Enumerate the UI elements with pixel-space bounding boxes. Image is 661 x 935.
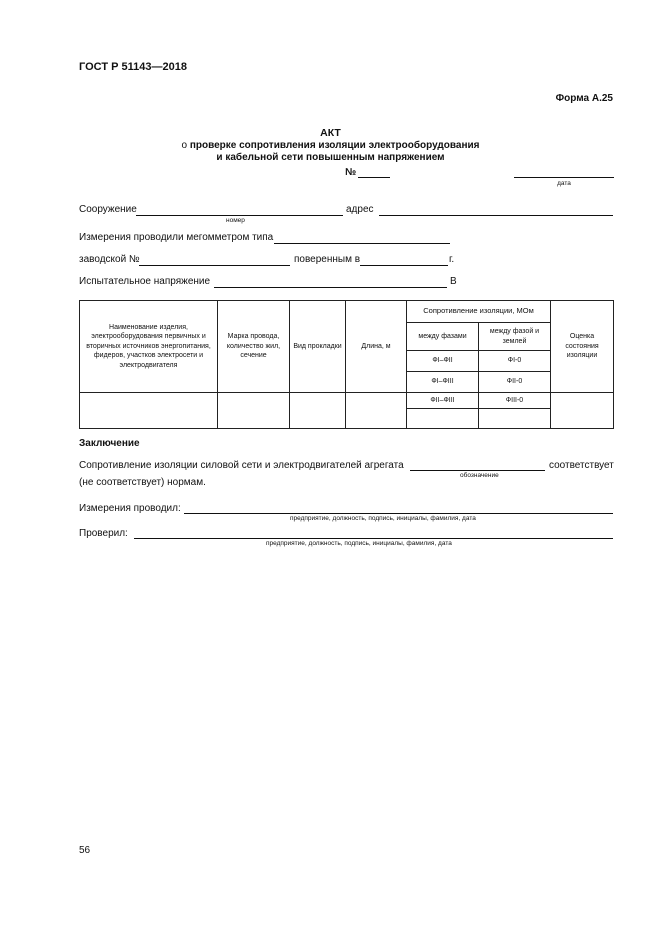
act-number-label: №: [345, 167, 357, 178]
phase-pair-1: ФI–ФII: [407, 351, 479, 372]
number-caption: номер: [226, 217, 245, 224]
conclusion-end: соответствует: [549, 460, 614, 471]
meter-type-field[interactable]: [274, 243, 450, 244]
conclusion-line2: (не соответствует) нормам.: [79, 477, 206, 488]
subtitle-text: проверке сопротивления изоляции электрооборудования: [189, 140, 480, 151]
ground-pair-3: ФIII-0: [479, 393, 551, 409]
verified-field[interactable]: [360, 265, 448, 266]
measured-by-caption: предприятие, должность, подпись, инициалы, фамилия, дата: [290, 515, 476, 522]
serial-label: заводской №: [79, 254, 140, 265]
checked-by-caption: предприятие, должность, подпись, инициалы, фамилия, дата: [266, 540, 452, 547]
col-brand-header: Марка провода, количество жил, сечение: [218, 301, 290, 393]
measurement-table: [79, 300, 614, 429]
checked-by-label: Проверил:: [79, 528, 128, 539]
act-subtitle-line1: [0, 140, 661, 151]
address-label: адрес: [346, 204, 374, 215]
voltage-field[interactable]: [214, 287, 447, 288]
date-caption: дата: [557, 180, 571, 187]
structure-field[interactable]: [136, 215, 343, 216]
col-assessment-header: Оценка состояния изоляции: [551, 301, 614, 393]
table-cell-assessment[interactable]: [551, 393, 614, 429]
designation-field[interactable]: [410, 470, 545, 471]
date-field[interactable]: [514, 177, 614, 178]
page-number: 56: [79, 845, 91, 856]
col-type-header: Вид прокладки: [290, 301, 346, 393]
standard-header: ГОСТ Р 51143—2018: [79, 61, 187, 73]
sub-ground-header: между фазой и землей: [479, 323, 551, 351]
structure-label: Сооружение: [79, 204, 137, 215]
voltage-unit: В: [450, 276, 457, 287]
checked-by-field[interactable]: [134, 538, 613, 539]
verified-label: поверенным в: [294, 254, 361, 265]
table-cell-length[interactable]: [346, 393, 407, 429]
act-title: АКТ: [320, 127, 341, 139]
conclusion-heading: Заключение: [79, 438, 140, 449]
voltage-label: Испытательное напряжение: [79, 276, 211, 287]
subtitle-prefix: о: [181, 140, 190, 151]
act-number-field[interactable]: [358, 177, 390, 178]
col-item-header: Наименование изделия, электрооборудования первичных и вторичных источников энергопитания, фидеров, участков электросети и электродвигателя: [80, 301, 218, 393]
year-suffix: г.: [449, 254, 455, 265]
phase-pair-2: ФI–ФIII: [407, 372, 479, 393]
form-label: Форма А.25: [555, 93, 613, 104]
conclusion-text: Сопротивление изоляции силовой сети и электродвигателей агрегата: [79, 460, 404, 471]
table-cell-type[interactable]: [290, 393, 346, 429]
phase-pair-3: ФII–ФIII: [407, 393, 479, 409]
serial-field[interactable]: [139, 265, 290, 266]
designation-caption: обозначение: [460, 472, 499, 479]
address-field[interactable]: [379, 215, 613, 216]
table-cell-ground[interactable]: [479, 409, 551, 429]
col-length-header: Длина, м: [346, 301, 407, 393]
col-resistance-header: Сопротивление изоляции, МОм: [407, 301, 551, 323]
meter-label: Измерения проводили мегомметром типа: [79, 232, 274, 243]
ground-pair-1: ФI-0: [479, 351, 551, 372]
measured-by-field[interactable]: [184, 513, 613, 514]
act-subtitle-line2: и кабельной сети повышенным напряжением: [216, 152, 445, 163]
table-cell-phases[interactable]: [407, 409, 479, 429]
ground-pair-2: ФII-0: [479, 372, 551, 393]
measured-by-label: Измерения проводил:: [79, 503, 181, 514]
table-cell-brand[interactable]: [218, 393, 290, 429]
sub-phases-header: между фазами: [407, 323, 479, 351]
table-cell-item[interactable]: [80, 393, 218, 429]
